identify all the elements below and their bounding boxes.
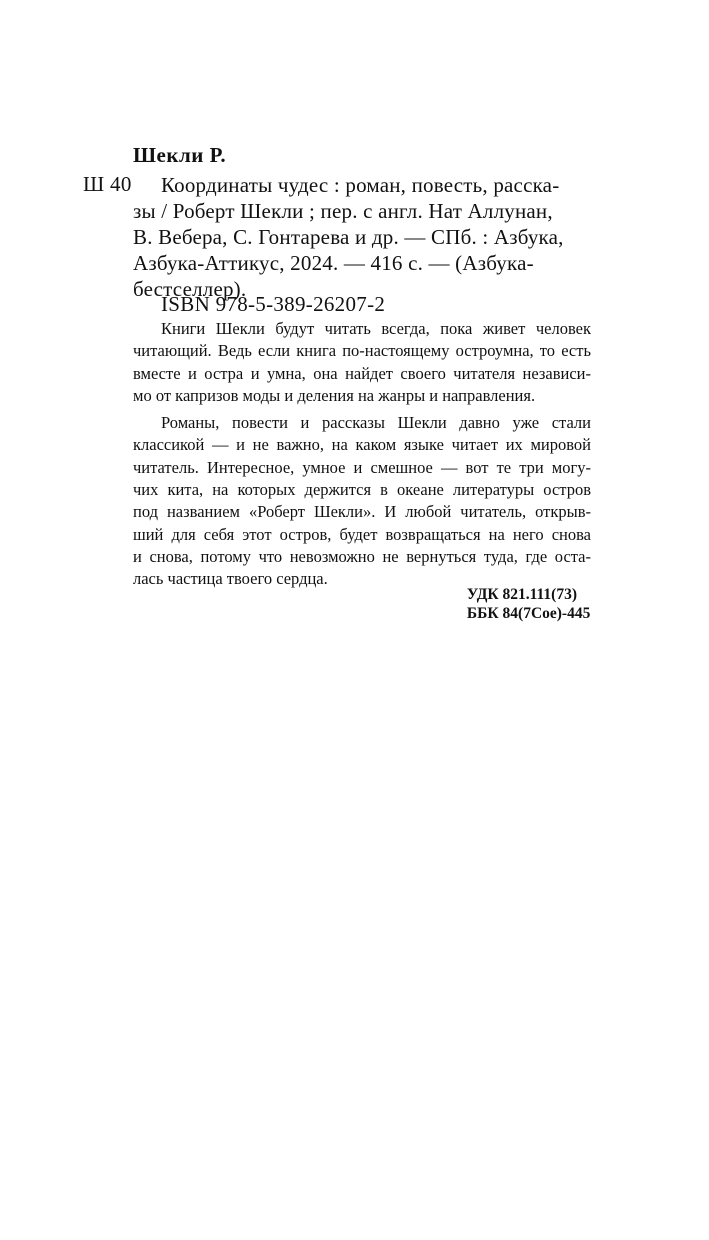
annotation: [133, 318, 591, 591]
bibliographic-line: В. Вебера, С. Гонтарева и др. — СПб. : Азбука,: [133, 225, 564, 249]
annotation-line: читатель. Интересное, умное и смешное — вот те три могу-: [133, 457, 591, 477]
bibliographic-line: Азбука-Аттикус, 2024. — 416 с. — (Азбука-: [133, 251, 534, 275]
author-heading: Шекли Р.: [133, 143, 227, 167]
isbn: ISBN 978-5-389-26207-2: [161, 292, 386, 316]
bibliographic-line: Координаты чудес : роман, повесть, расска-: [161, 173, 560, 197]
annotation-line: Книги Шекли будут читать всегда, пока живет человек: [161, 319, 591, 338]
annotation-line: Романы, повести и рассказы Шекли давно уже стали: [161, 413, 591, 433]
annotation-line: и снова, потому что невозможно не вернуться туда, где оста-: [133, 546, 591, 566]
annotation-line: ший для себя этот остров, будет возвращаться на него снова: [133, 524, 591, 544]
annotation-line: читающий. Ведь если книга по-настоящему остроумна, то есть: [133, 341, 591, 361]
annotation-line: лась частица твоего сердца.: [133, 569, 328, 589]
annotation-line: вместе и остра и умна, она найдет своего читателя независи-: [133, 363, 591, 383]
bbk-index: ББК 84(7Сое)-445: [466, 605, 591, 622]
annotation-line: под названием «Роберт Шекли». И любой читатель, открыв-: [133, 502, 591, 522]
bibliographic-description: [133, 172, 591, 302]
bibliographic-line: бестселлер).: [133, 277, 247, 301]
annotation-line: мо от капризов моды и деления на жанры и направления.: [133, 385, 536, 405]
udk-index: УДК 821.111(73): [466, 586, 577, 603]
annotation-line: чих кита, на которых держится в океане литературы остров: [133, 480, 591, 500]
classification-indices: [467, 585, 591, 623]
classification-code: Ш 40: [83, 172, 132, 196]
annotation-line: классикой — и не важно, на каком языке читает их мировой: [133, 435, 591, 455]
bibliographic-line: зы / Роберт Шекли ; пер. с англ. Нат Аллунан,: [133, 199, 553, 223]
